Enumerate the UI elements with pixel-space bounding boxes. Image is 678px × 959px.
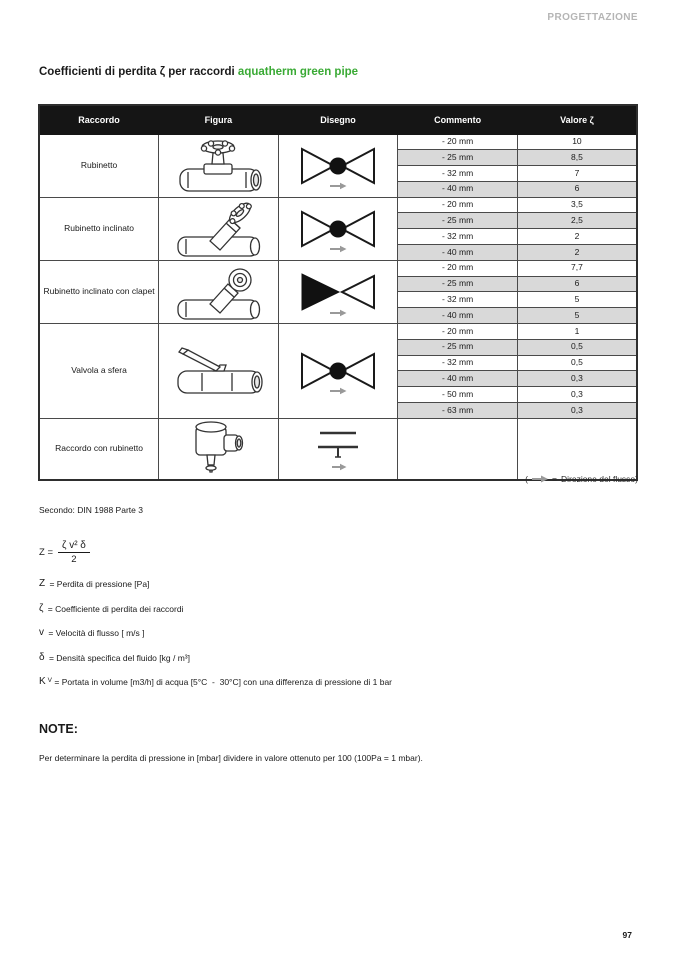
note-text: Per determinare la perdita di pressione in [mbar] dividere in valore ottenuto per 100 (100Pa = 1 mbar). [39, 753, 423, 763]
raccordo-name: Raccordo con rubinetto [39, 418, 159, 480]
column-header-raccordo: Raccordo [39, 105, 159, 134]
valve-symbol [288, 204, 388, 254]
definition-text: = Densità specifica del fluido [kg / m³] [46, 652, 190, 663]
comment-cell: - 32 mm [398, 229, 518, 245]
value-cell [517, 418, 637, 480]
value-cell: 10 [517, 134, 637, 150]
value-cell: 0,5 [517, 355, 637, 371]
table-header [39, 105, 637, 134]
flow-note-eq: = [552, 474, 557, 484]
value-cell: 1 [517, 324, 637, 340]
formula-numerator: ζ v² δ [58, 540, 90, 553]
flow-direction-note [525, 474, 638, 484]
value-cell: 5 [517, 292, 637, 308]
comment-cell: - 40 mm [398, 181, 518, 197]
fitting-lines-symbol-cell [278, 418, 398, 480]
comment-cell: - 32 mm [398, 166, 518, 182]
column-header-figura: Figura [159, 105, 279, 134]
ball-valve-figure-cell [159, 324, 279, 419]
page-title-green: aquatherm green pipe [237, 66, 359, 78]
valve-clapet-symbol-cell [278, 260, 398, 323]
comment-cell: - 32 mm [398, 355, 518, 371]
fitting-symbol [288, 424, 388, 474]
comment-cell: - 40 mm [398, 245, 518, 261]
coefficients-table [38, 104, 638, 481]
value-cell: 3,5 [517, 197, 637, 213]
comment-cell: - 25 mm [398, 339, 518, 355]
raccordo-name: Rubinetto inclinato con clapet [39, 260, 159, 323]
flow-arrow-icon [532, 475, 548, 483]
value-cell: 8,5 [517, 150, 637, 166]
definition-text: = Perdita di pressione [Pa] [47, 579, 150, 589]
definition-symbol: ζ [39, 602, 44, 614]
valve-dot-symbol-cell [278, 324, 398, 419]
definition-symbol: Z [39, 578, 46, 589]
inclined-valve-illustration [166, 199, 270, 259]
formula-fraction [58, 540, 90, 565]
valve-symbol [288, 346, 388, 396]
pressure-loss-formula [39, 540, 90, 565]
definition-line [39, 677, 392, 702]
page-title [39, 66, 358, 78]
definition-line [39, 604, 392, 629]
comment-cell: - 63 mm [398, 403, 518, 419]
table-body [39, 134, 637, 480]
comment-cell: - 20 mm [398, 197, 518, 213]
value-cell: 6 [517, 181, 637, 197]
raccordo-name: Valvola a sfera [39, 324, 159, 419]
note-heading: NOTE: [39, 722, 78, 736]
raccordo-name: Rubinetto inclinato [39, 197, 159, 260]
page-header-label: PROGETTAZIONE [547, 12, 638, 23]
comment-cell: - 20 mm [398, 134, 518, 150]
inclined-valve-figure-cell [159, 197, 279, 260]
value-cell: 2 [517, 245, 637, 261]
fitting-with-tap-illustration [166, 419, 270, 479]
table-row [39, 260, 637, 276]
inclined-valve-clapet-illustration [166, 262, 270, 322]
valve-symbol [288, 141, 388, 191]
definition-symbol: K [39, 676, 46, 687]
flow-note-open: ( [525, 474, 529, 484]
column-header-disegno: Disegno [278, 105, 398, 134]
comment-cell: - 50 mm [398, 387, 518, 403]
table-row [39, 418, 637, 480]
comment-cell: - 25 mm [398, 150, 518, 166]
definition-text: = Coefficiente di perdita dei raccordi [45, 603, 184, 614]
ball-valve-illustration [166, 341, 270, 401]
table-header-row [39, 105, 637, 134]
value-cell: 6 [517, 276, 637, 292]
definition-line [39, 628, 392, 653]
value-cell: 7 [517, 166, 637, 182]
definition-symbol: δ [39, 651, 45, 663]
comment-cell: - 40 mm [398, 308, 518, 324]
comment-cell: - 20 mm [398, 324, 518, 340]
definition-subscript: V [47, 677, 53, 684]
globe-valve-figure-cell [159, 134, 279, 197]
comment-cell [398, 418, 518, 480]
valve-dot-symbol-cell [278, 197, 398, 260]
page-number: 97 [622, 930, 632, 940]
flow-note-label: Direzione del flusso) [560, 474, 638, 484]
definition-text: = Velocità di flusso [ m/s ] [46, 628, 145, 638]
value-cell: 0,3 [517, 387, 637, 403]
value-cell: 0,3 [517, 403, 637, 419]
table-row [39, 134, 637, 150]
check-valve-symbol [288, 267, 388, 317]
definitions [39, 579, 392, 702]
inclined-valve-clapet-figure-cell [159, 260, 279, 323]
comment-cell: - 25 mm [398, 213, 518, 229]
comment-cell: - 25 mm [398, 276, 518, 292]
source-reference: Secondo: DIN 1988 Parte 3 [39, 505, 143, 515]
value-cell: 5 [517, 308, 637, 324]
fitting-tap-figure-cell [159, 418, 279, 480]
table-row [39, 324, 637, 340]
globe-valve-illustration [166, 136, 270, 196]
page-title-black: Coefficienti di perdita ζ per raccordi [39, 66, 238, 78]
definition-symbol: v [39, 627, 44, 638]
value-cell: 2 [517, 229, 637, 245]
value-cell: 7,7 [517, 260, 637, 276]
definition-line [39, 653, 392, 678]
definition-line [39, 579, 392, 604]
comment-cell: - 40 mm [398, 371, 518, 387]
formula-lhs: Z = [39, 547, 53, 558]
column-header-commento: Commento [398, 105, 518, 134]
definition-text: = Portata in volume [m3/h] di acqua [5°C - 30°C] con una differenza di pressione di 1 bar [52, 677, 392, 687]
comment-cell: - 20 mm [398, 260, 518, 276]
table-row [39, 197, 637, 213]
value-cell: 0,3 [517, 371, 637, 387]
value-cell: 0,5 [517, 339, 637, 355]
value-cell: 2,5 [517, 213, 637, 229]
valve-dot-symbol-cell [278, 134, 398, 197]
formula-denominator: 2 [71, 554, 77, 565]
column-header-valore: Valore ζ [517, 105, 637, 134]
raccordo-name: Rubinetto [39, 134, 159, 197]
comment-cell: - 32 mm [398, 292, 518, 308]
